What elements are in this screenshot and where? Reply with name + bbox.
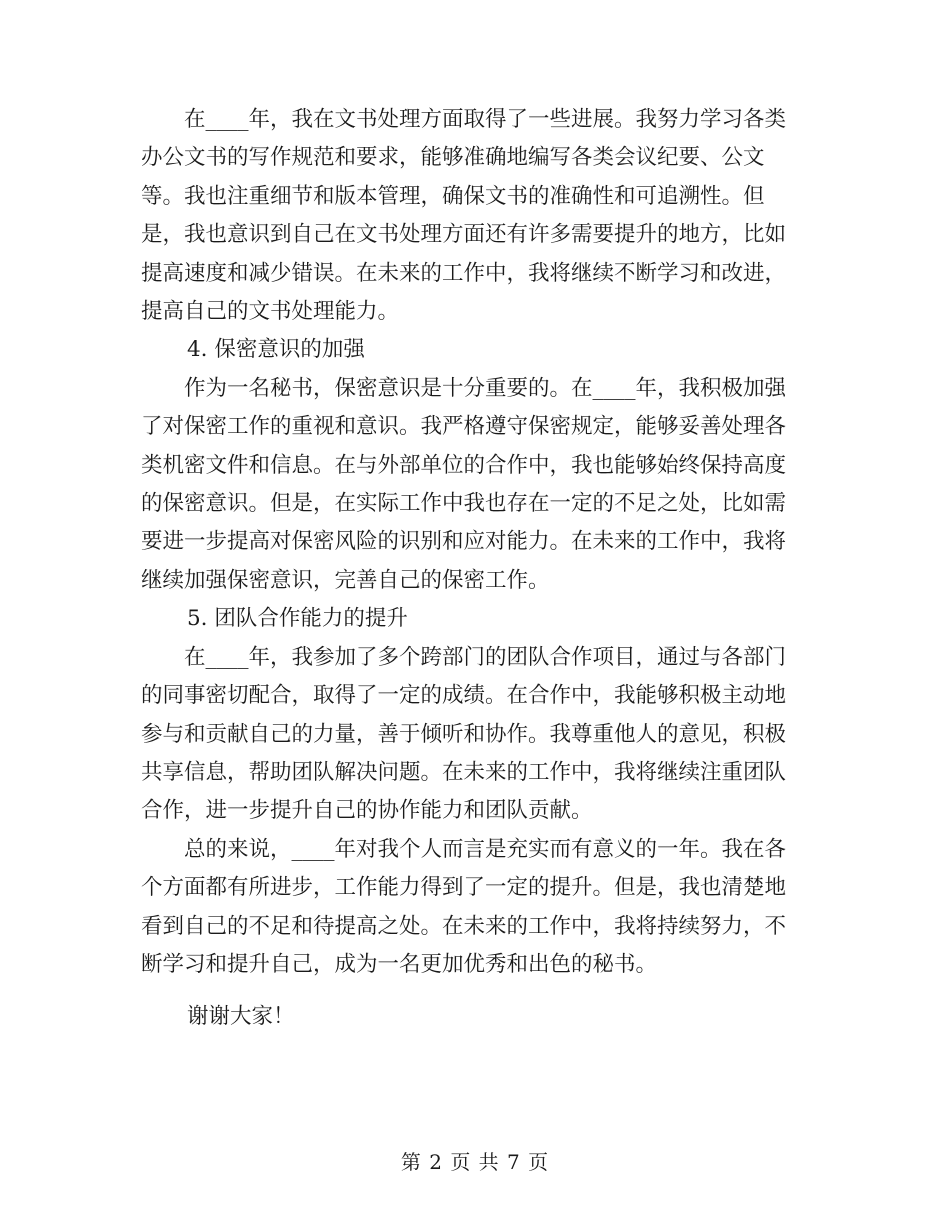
text-line: 了对保密工作的重视和意识。我严格遵守保密规定，能够妥善处理各 (141, 414, 787, 440)
text-line: 参与和贡献自己的力量，善于倾听和协作。我尊重他人的意见，积极 (141, 721, 787, 747)
text-line: 合作，进一步提升自己的协作能力和团队贡献。 (141, 798, 593, 824)
text-line: 提高速度和减少错误。在未来的工作中，我将继续不断学习和改进， (141, 260, 787, 286)
section-heading-teamwork: 5. 团队合作能力的提升 (187, 606, 408, 632)
text-line: 断学习和提升自己，成为一名更加优秀和出色的秘书。 (141, 951, 658, 977)
paragraph-teamwork (141, 639, 821, 831)
text-line: 类机密文件和信息。在与外部单位的合作中，我也能够始终保持高度 (141, 452, 787, 478)
text-line: 共享信息，帮助团队解决问题。在未来的工作中，我将继续注重团队 (141, 759, 787, 785)
text-line: 的同事密切配合，取得了一定的成绩。在合作中，我能够积极主动地 (141, 683, 787, 709)
text-line: 是，我也意识到自己在文书处理方面还有许多需要提升的地方，比如 (141, 222, 787, 248)
text-line: 办公文书的写作规范和要求，能够准确地编写各类会议纪要、公文 (141, 145, 765, 171)
text-line: 继续加强保密意识，完善自己的保密工作。 (141, 567, 550, 593)
paragraph-summary (141, 831, 821, 985)
text-line: 总的来说，____年对我个人而言是充实而有意义的一年。我在各 (184, 836, 787, 862)
page-number-footer: 第 2 页 共 7 页 (400, 1150, 550, 1174)
paragraph-confidentiality (141, 370, 821, 600)
text-line: 提高自己的文书处理能力。 (141, 299, 400, 325)
paragraph-document-processing (141, 101, 821, 331)
text-line: 作为一名秘书，保密意识是十分重要的。在____年，我积极加强 (184, 375, 787, 401)
section-heading-confidentiality: 4. 保密意识的加强 (187, 337, 365, 363)
text-line: 在____年，我参加了多个跨部门的团队合作项目，通过与各部门 (184, 644, 787, 670)
text-line: 要进一步提高对保密风险的识别和应对能力。在未来的工作中，我将 (141, 529, 787, 555)
text-line: 看到自己的不足和待提高之处。在未来的工作中，我将持续努力，不 (141, 913, 787, 939)
closing-remark: 谢谢大家！ (187, 1004, 295, 1030)
text-line: 等。我也注重细节和版本管理，确保文书的准确性和可追溯性。但 (141, 183, 765, 209)
text-line: 的保密意识。但是，在实际工作中我也存在一定的不足之处，比如需 (141, 491, 787, 517)
document-body (141, 101, 821, 1037)
text-line: 个方面都有所进步，工作能力得到了一定的提升。但是，我也清楚地 (141, 875, 787, 901)
text-line: 在____年，我在文书处理方面取得了一些进展。我努力学习各类 (184, 107, 787, 132)
